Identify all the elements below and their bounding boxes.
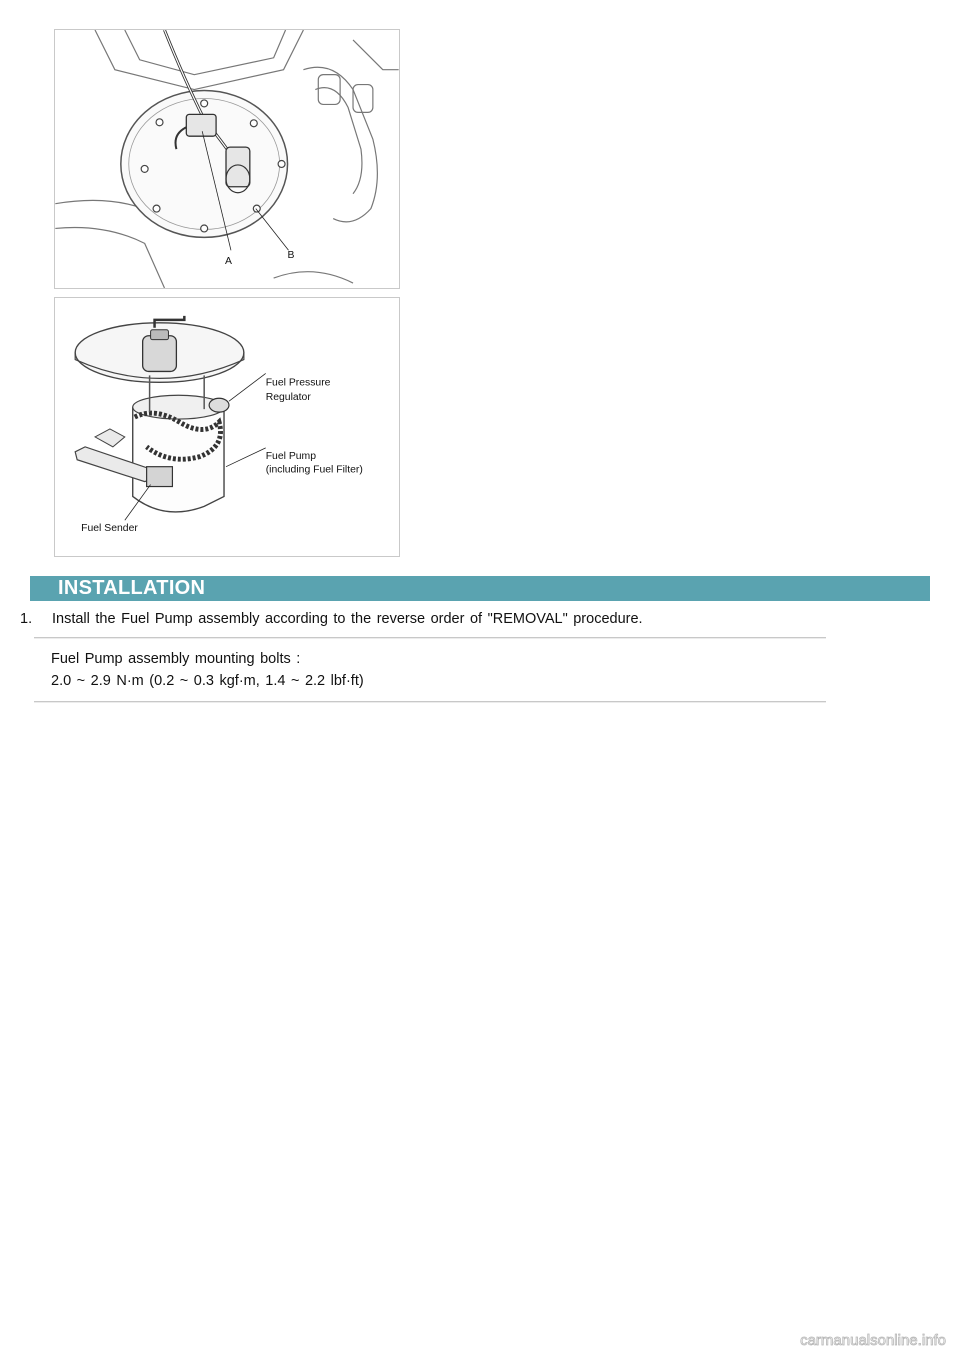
spec-divider-top [34, 637, 826, 639]
watermark-logo [788, 1328, 948, 1350]
step-1 [20, 611, 643, 627]
spec-label: Fuel Pump assembly mounting bolts : [51, 651, 301, 667]
spec-torque-value: 2.0 ~ 2.9 N·m (0.2 ~ 0.3 kgf·m, 1.4 ~ 2.2 lbf·ft) [51, 673, 364, 689]
figure-fuel-pump-assembly [54, 297, 400, 557]
label-fuel-pressure-line2: Regulator [265, 392, 311, 404]
callout-a: A [225, 256, 232, 268]
step-number: 1. [20, 611, 33, 627]
fuel-pump-cover-illustration [55, 30, 399, 288]
watermark-text: carmanualsonline.info [800, 1332, 946, 1349]
figure-fuel-pump-cover [54, 29, 400, 289]
step-text: Install the Fuel Pump assembly according to the reverse order of "REMOVAL" procedure. [52, 611, 643, 627]
section-header-installation [30, 576, 930, 601]
section-title: INSTALLATION [58, 577, 206, 599]
callout-b: B [287, 250, 295, 262]
label-fuel-sender: Fuel Sender [81, 523, 138, 535]
fuel-pump-assembly-illustration [55, 298, 399, 556]
spec-divider-bottom [34, 701, 826, 703]
label-fuel-pump-line1: Fuel Pump [265, 450, 317, 462]
label-fuel-pressure-line1: Fuel Pressure [265, 377, 331, 389]
label-fuel-pump-line2: (including Fuel Filter) [265, 464, 363, 476]
